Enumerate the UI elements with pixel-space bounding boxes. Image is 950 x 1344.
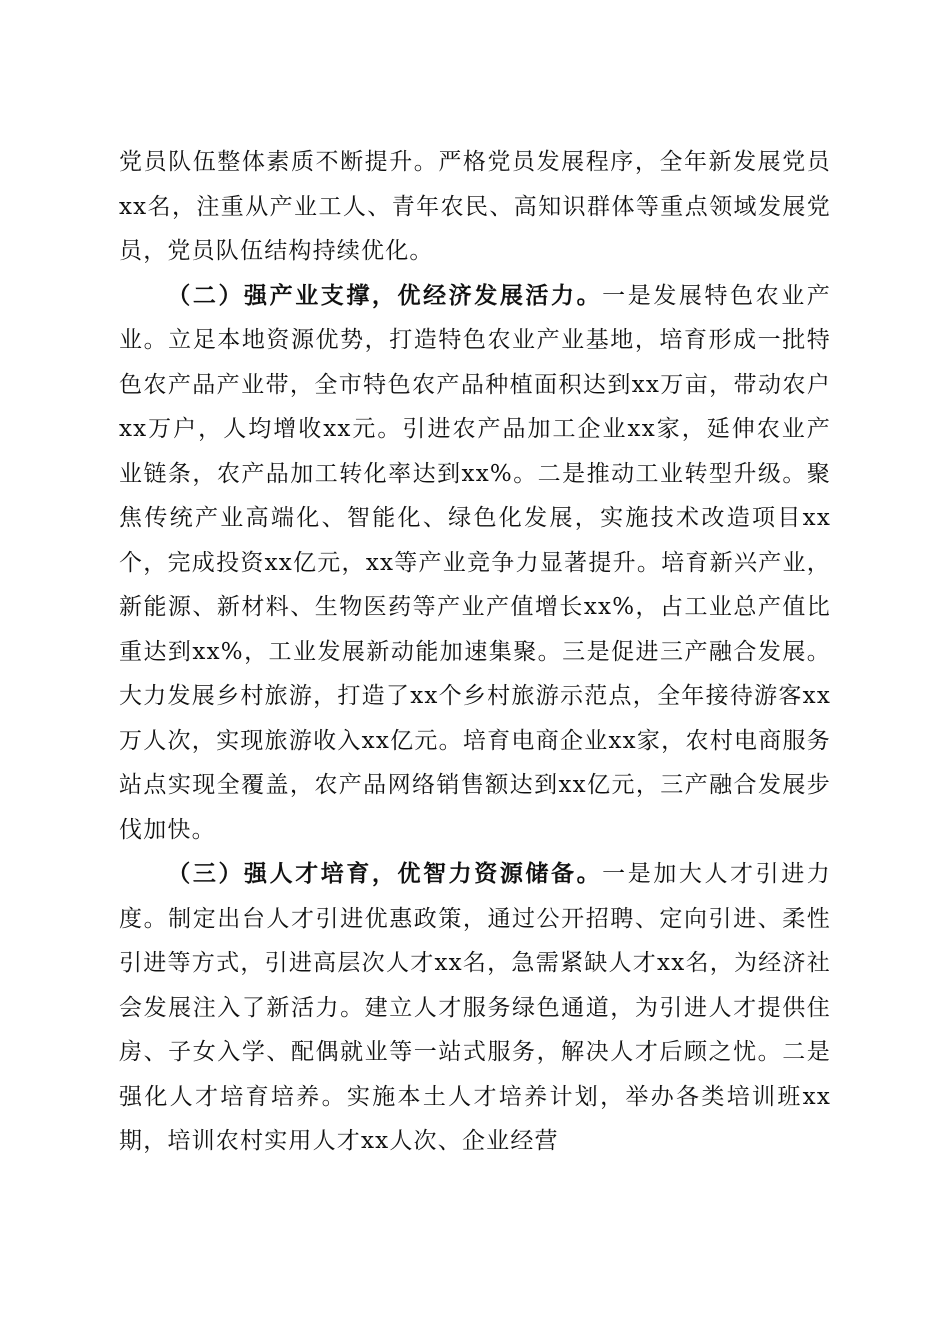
paragraph-industry-support <box>119 274 831 853</box>
document-page <box>119 140 831 1164</box>
paragraph-text: 党员队伍整体素质不断提升。严格党员发展程序，全年新发展党员xx名，注重从产业工人、青年农民、高知识群体等重点领域发展党员，党员队伍结构持续优化。 <box>119 149 831 264</box>
paragraph-party-members <box>119 140 831 274</box>
section-heading-talent: （三）强人才培育，优智力资源储备。 <box>167 860 603 887</box>
paragraph-talent-cultivation <box>119 852 831 1164</box>
section-heading-industry: （二）强产业支撑，优经济发展活力。 <box>167 281 603 309</box>
paragraph-text: 一是发展特色农业产业。立足本地资源优势，打造特色农业产业基地，培育形成一批特色农产品产业带，全市特色农产品种植面积达到xx万亩，带动农户xx万户，人均增收xx元。引进农产品加工企业xx家，延伸农业产业链条，农产品加工转化率达到xx%。二是推动工业转型升级。聚焦传统产业高端化、智能化、绿色化发展，实施技术改造项目xx个，完成投资xx亿元，xx等产业竞争力显著提升。培育新兴产业，新能源、新材料、生物医药等产业产值增长xx%，占工业总产值比重达到xx%，工业发展新动能加速集聚。三是促进三产融合发展。大力发展乡村旅游，打造了xx个乡村旅游示范点，全年接待游客xx万人次，实现旅游收入xx亿元。培育电商企业xx家，农村电商服务站点实现全覆盖，农产品网络销售额达到xx亿元，三产融合发展步伐加快。 <box>119 282 831 843</box>
paragraph-text: 一是加大人才引进力度。制定出台人才引进优惠政策，通过公开招聘、定向引进、柔性引进等方式，引进高层次人才xx名，急需紧缺人才xx名，为经济社会发展注入了新活力。建立人才服务绿色通道，为引进人才提供住房、子女入学、配偶就业等一站式服务，解决人才后顾之忧。二是强化人才培育培养。实施本土人才培养计划，举办各类培训班xx期，培训农村实用人才xx人次、企业经营 <box>119 861 831 1154</box>
